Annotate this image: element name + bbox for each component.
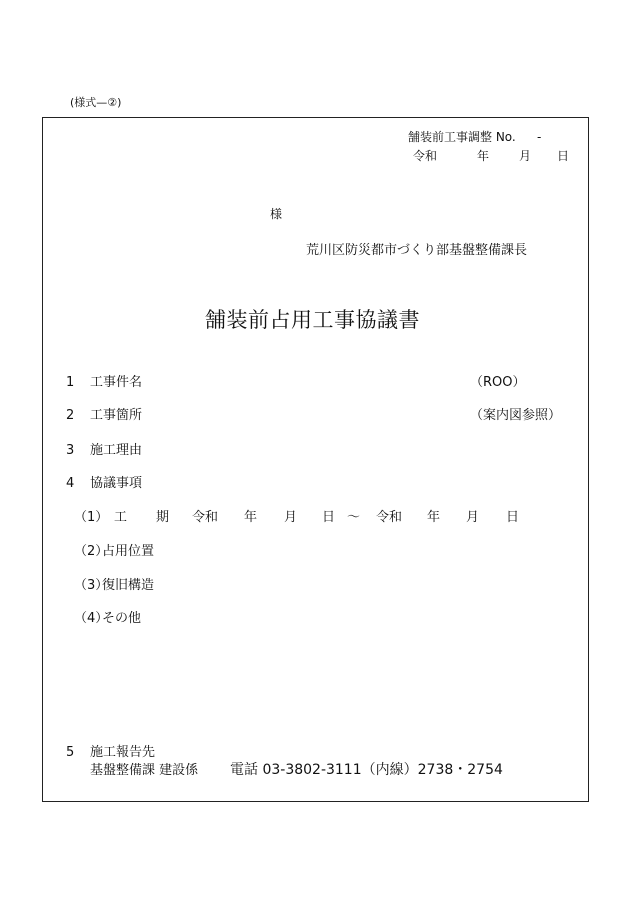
item-note-work-location: （案内図参照） bbox=[470, 408, 562, 423]
period-start-era: 令和 bbox=[192, 510, 219, 525]
period-end-year-label: 年 bbox=[427, 510, 441, 525]
period-start-year-label: 年 bbox=[244, 510, 258, 525]
item-number: 4 bbox=[66, 476, 75, 491]
period-start-day-label: 日 bbox=[322, 510, 336, 525]
document-title: 舗装前占用工事協議書 bbox=[205, 308, 420, 332]
period-range-tilde: ～ bbox=[347, 510, 361, 525]
item-number: 5 bbox=[66, 745, 75, 760]
adjustment-number-dash: - bbox=[537, 130, 542, 144]
item-label-consultation-matters: 協議事項 bbox=[90, 476, 143, 491]
item-number: 2 bbox=[66, 408, 75, 423]
document-frame bbox=[42, 117, 589, 802]
period-label-b: 期 bbox=[156, 510, 170, 525]
adjustment-number-label: 舗装前工事調整 No. bbox=[408, 130, 516, 144]
report-destination-label: 施工報告先 bbox=[90, 745, 156, 760]
sub-item-label-restoration-structure: 復旧構造 bbox=[102, 578, 155, 593]
item-label-work-location: 工事箇所 bbox=[90, 408, 143, 423]
item-label-work-name: 工事件名 bbox=[90, 375, 143, 390]
addressee-honorific: 様 bbox=[270, 207, 283, 221]
report-department: 基盤整備課 建設係 bbox=[90, 763, 199, 778]
report-phone: 電話 03-3802-3111（内線）2738・2754 bbox=[230, 762, 503, 778]
period-end-day-label: 日 bbox=[506, 510, 520, 525]
date-day-label: 日 bbox=[557, 149, 570, 163]
sub-item-number: （2） bbox=[74, 544, 109, 559]
item-number: 3 bbox=[66, 443, 75, 458]
period-start-month-label: 月 bbox=[284, 510, 298, 525]
period-label-a: 工 bbox=[114, 510, 128, 525]
date-era: 令和 bbox=[413, 149, 438, 163]
date-year-label: 年 bbox=[477, 149, 490, 163]
form-tag: (様式—②) bbox=[70, 96, 122, 109]
sub-item-label-other: その他 bbox=[102, 611, 142, 626]
period-end-era: 令和 bbox=[376, 510, 403, 525]
date-month-label: 月 bbox=[519, 149, 532, 163]
item-label-work-reason: 施工理由 bbox=[90, 443, 143, 458]
sub-item-number: （3） bbox=[74, 578, 109, 593]
sender-name: 荒川区防災都市づくり部基盤整備課長 bbox=[306, 243, 528, 258]
period-number: （1） bbox=[74, 510, 109, 525]
sub-item-number: （4） bbox=[74, 611, 109, 626]
item-note-work-name: （ROO） bbox=[470, 375, 526, 390]
sub-item-label-occupancy-position: 占用位置 bbox=[102, 544, 155, 559]
item-number: 1 bbox=[66, 375, 75, 390]
period-end-month-label: 月 bbox=[466, 510, 480, 525]
